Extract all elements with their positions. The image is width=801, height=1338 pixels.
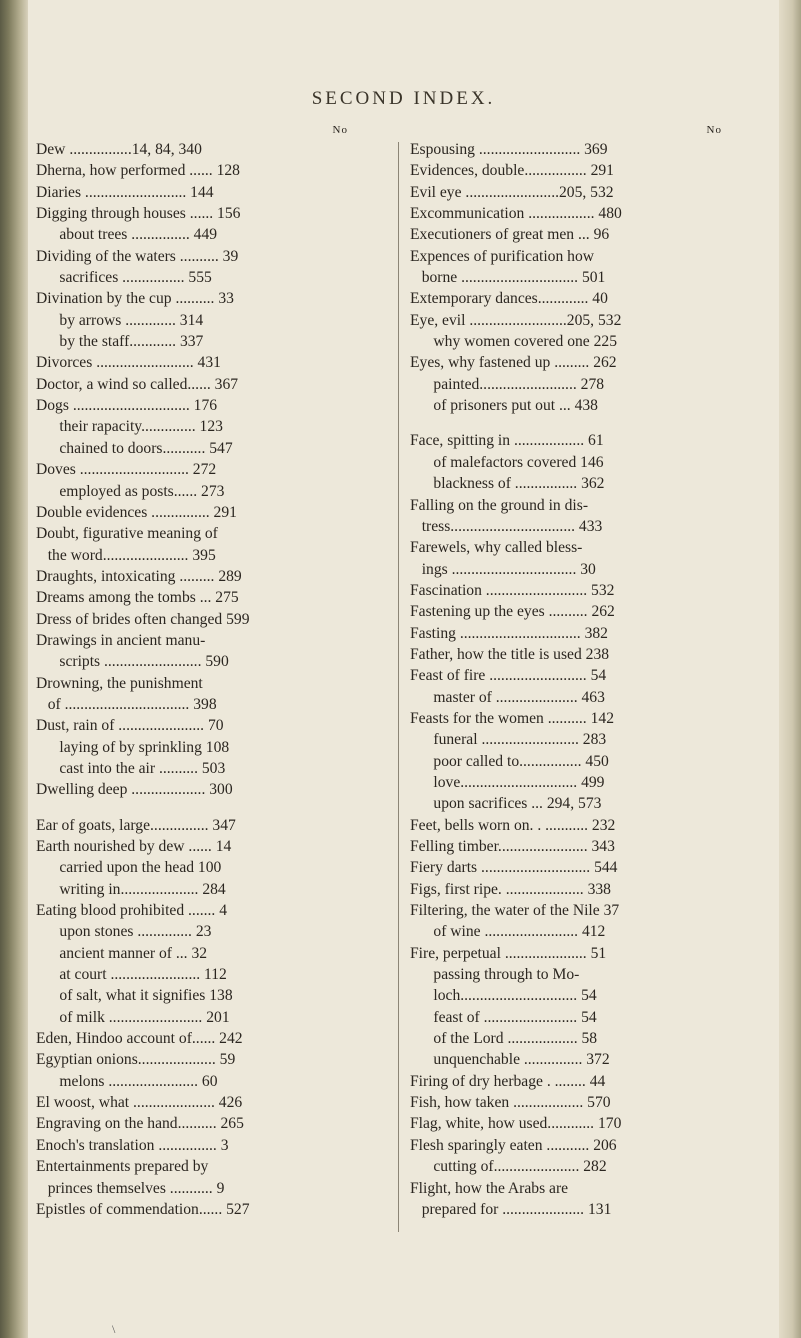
index-entry: Filtering, the water of the Nile 37 [410,902,620,920]
index-entry: the word...................... 395 [36,546,216,564]
index-entry: El woost, what ..................... 426 [36,1094,243,1112]
column-divider [398,142,399,1232]
index-entry: Evidences, double................ 291 [410,162,614,180]
index-entry: of wine ........................ 412 [410,923,606,941]
footer-mark: \ [112,1322,116,1336]
index-entry: of ................................ 398 [36,695,217,713]
index-entry: Dress of brides often changed 599 [36,610,250,628]
index-entry: Feasts for the women .......... 142 [410,709,614,727]
index-entry: Father, how the title is used 238 [410,645,610,663]
index-entry: Fastening up the eyes .......... 262 [410,603,615,621]
index-entry: Entertainments prepared by [36,1158,209,1176]
index-entry: of salt, what it signifies 138 [36,987,233,1005]
index-entry: Fasting ............................... 382 [410,624,608,642]
index-entry: Earth nourished by dew ...... 14 [36,838,232,855]
index-entry: employed as posts...... 273 [36,482,225,500]
index-entry: about trees ............... 449 [36,226,218,244]
index-entry: Eden, Hindoo account of...... 242 [36,1030,243,1048]
index-entry: why women covered one 225 [410,333,617,351]
book-page [28,0,779,1338]
book-binding [0,0,28,1338]
index-entry: Drowning, the punishment [36,674,203,692]
left-column [36,118,362,1220]
index-entry: of the Lord .................. 58 [410,1030,598,1048]
index-entry: Felling timber....................... 343 [410,838,615,855]
index-entry: Doctor, a wind so called...... 367 [36,375,239,393]
index-entry: Eyes, why fastened up ......... 262 [410,354,617,372]
index-entry: Double evidences ............... 291 [36,503,237,521]
index-entry: Dogs .............................. 176 [36,397,218,415]
index-entry: Engraving on the hand.......... 265 [36,1115,244,1133]
index-entry: Evil eye ........................205, 532 [410,183,614,201]
number-column-label: No [706,124,722,136]
index-entry: passing through to Mo- [410,966,580,984]
index-entry: carried upon the head 100 [36,859,222,877]
index-entry: Eye, evil .........................205, 532 [410,311,622,329]
index-entry: Doves ............................ 272 [36,461,217,479]
index-entry: laying of by sprinkling 108 [36,738,230,756]
index-entry: Espousing .......................... 369 [410,141,608,158]
index-entry: Flag, white, how used............ 170 [410,1115,622,1133]
index-entry: chained to doors........... 547 [36,439,233,457]
index-entry: writing in.................... 284 [36,880,226,898]
index-entry: Dherna, how performed ...... 128 [36,162,240,180]
index-entry: ings ................................ 30 [410,560,596,578]
index-entry: loch.............................. 54 [410,987,597,1005]
index-entry: upon stones .............. 23 [36,923,212,941]
index-entry: of milk ........................ 201 [36,1008,230,1026]
index-entry: Fascination .......................... 532 [410,581,615,599]
index-entry: borne .............................. 501 [410,269,606,287]
index-entry: Flight, how the Arabs are [410,1179,569,1197]
index-entry: Dwelling deep ................... 300 [36,781,233,799]
index-entry: Firing of dry herbage . ........ 44 [410,1072,606,1090]
index-entry: love.............................. 499 [410,773,605,791]
right-column [410,118,736,1220]
index-entry: Ear of goats, large............... 347 [36,816,236,834]
index-entry: Feet, bells worn on. . ........... 232 [410,816,616,834]
index-entry: Divorces ......................... 431 [36,354,221,372]
page-edge [779,0,801,1338]
index-entry: Expences of purification how [410,247,595,265]
index-entry: Dreams among the tombs ... 275 [36,589,239,607]
index-entry: Dividing of the waters .......... 39 [36,247,239,265]
index-entry: funeral ......................... 283 [410,731,607,749]
index-entry: feast of ........................ 54 [410,1008,597,1026]
index-entry: tress................................ 433 [410,517,603,535]
index-entry: cast into the air .......... 503 [36,759,226,777]
index-entry: melons ....................... 60 [36,1072,218,1090]
index-entry: Egyptian onions.................... 59 [36,1051,236,1069]
index-entry: Feast of fire ......................... 54 [410,667,607,685]
index-entry: upon sacrifices ... 294, 573 [410,795,602,813]
index-entry: Flesh sparingly eaten ........... 206 [410,1136,617,1154]
index-entry: Fish, how taken .................. 570 [410,1094,611,1112]
index-entry: princes themselves ........... 9 [36,1179,225,1197]
index-entry: Extemporary dances............. 40 [410,290,608,308]
index-entry: Fiery darts ............................ 544 [410,859,618,877]
index-entry: by arrows ............. 314 [36,311,204,329]
number-column-label: No [332,124,348,136]
index-entry: of malefactors covered 146 [410,453,604,471]
index-entry: Dew ................14, 84, 340 [36,141,202,158]
index-entry: ancient manner of ... 32 [36,944,208,962]
index-entry: Eating blood prohibited ....... 4 [36,902,228,920]
index-entry: Epistles of commendation...... 527 [36,1200,250,1218]
index-entry: Executioners of great men ... 96 [410,226,610,244]
index-entry: at court ....................... 112 [36,966,227,984]
index-entry: Fire, perpetual ..................... 51 [410,944,607,962]
index-entry: poor called to................ 450 [410,752,609,770]
index-entry: master of ..................... 463 [410,688,605,706]
index-entry: Digging through houses ...... 156 [36,205,241,223]
index-entry: Doubt, figurative meaning of [36,525,218,543]
index-entry: sacrifices ................ 555 [36,269,212,287]
index-entry: by the staff............ 337 [36,333,204,351]
page-title: SECOND INDEX. [311,88,496,109]
index-entry: of prisoners put out ... 438 [410,397,598,415]
index-entry: Enoch's translation ............... 3 [36,1136,229,1154]
index-entry: scripts ......................... 590 [36,653,229,671]
index-entry: Drawings in ancient manu- [36,631,206,649]
index-entry: blackness of ................ 362 [410,475,605,493]
index-entry: Farewels, why called bless- [410,539,583,557]
index-entry: Dust, rain of ...................... 70 [36,717,224,735]
index-entry: Divination by the cup .......... 33 [36,290,234,308]
index-entry: Figs, first ripe. .................... 338 [410,880,611,898]
index-entry: prepared for ..................... 131 [410,1200,612,1218]
index-entry: Falling on the ground in dis- [410,496,589,514]
index-entry: their rapacity.............. 123 [36,418,223,436]
index-entry: Diaries .......................... 144 [36,183,214,201]
index-entry: Face, spitting in .................. 61 [410,432,604,450]
index-entry: Excommunication ................. 480 [410,205,622,223]
index-entry: cutting of...................... 282 [410,1158,607,1176]
index-entry: unquenchable ............... 372 [410,1051,610,1069]
index-entry: painted......................... 278 [410,375,605,393]
index-entry: Draughts, intoxicating ......... 289 [36,567,242,585]
